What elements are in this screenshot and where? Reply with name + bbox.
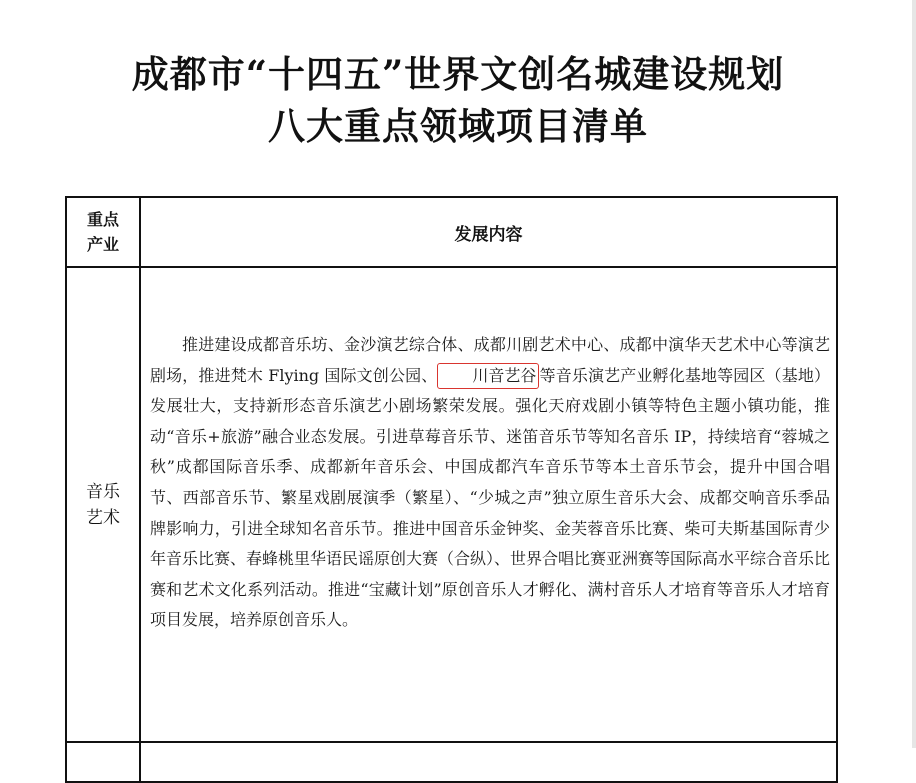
window-edge (912, 0, 916, 748)
table-row (66, 267, 837, 742)
row-content-paragraph (150, 330, 830, 636)
document-title-line-2: 八大重点领域项目清单 (268, 104, 648, 148)
row-content (140, 267, 837, 742)
table-header-row (66, 197, 837, 267)
content-text-after: 等音乐演艺产业孵化基地等园区（基地）发展壮大，支持新形态音乐演艺小剧场繁荣发展。强化天府戏剧小镇等特色主题小镇功能，推动“音乐+旅游”融合业态发展。引进草莓音乐节、迷笛音乐节等知名音乐 IP，持续培育“蓉城之秋”成都国际音乐季、成都新年音乐会、中国成都汽车音乐节等本土音乐节会，提升中国合唱节、西部音乐节、繁星戏剧展演季（繁星）、“少城之声”独立原生音乐大会、成都交响音乐季品牌影响力，引进全球知名音乐节。推进中国音乐金钟奖、金芙蓉音乐比赛、柴可夫斯基国际青少年音乐比赛、春蜂桃里华语民谣原创大赛（合纵）、世界合唱比赛亚洲赛等国际高水平综合音乐比赛和艺术文化系列活动。推进“宝藏计划”原创音乐人才孵化、满村音乐人才培育等音乐人才培育项目发展，培养原创音乐人。 (150, 365, 831, 630)
header-key-industry-line-1: 重点 (86, 210, 119, 229)
row-category (66, 267, 140, 742)
next-row-category-cell (66, 742, 140, 782)
project-list-table (65, 196, 838, 783)
table-row-next (66, 742, 837, 782)
header-development-content: 发展内容 (140, 197, 837, 267)
row-category-line-1: 音乐 (86, 481, 120, 502)
row-category-line-2: 艺术 (86, 507, 120, 528)
highlighted-term: 川音艺谷 (437, 363, 539, 389)
header-key-industry-line-2: 产业 (86, 235, 119, 254)
next-row-content-cell (140, 742, 837, 782)
document-title-line-1: 成都市“十四五”世界文创名城建设规划 (131, 52, 785, 96)
header-key-industry (66, 197, 140, 267)
content-text-before: 推进建设成都音乐坊、金沙演艺综合体、成都川剧艺术中心、成都中演华天艺术中心等演艺剧场，推进梵木 Flying 国际文创公园、 (150, 335, 830, 385)
